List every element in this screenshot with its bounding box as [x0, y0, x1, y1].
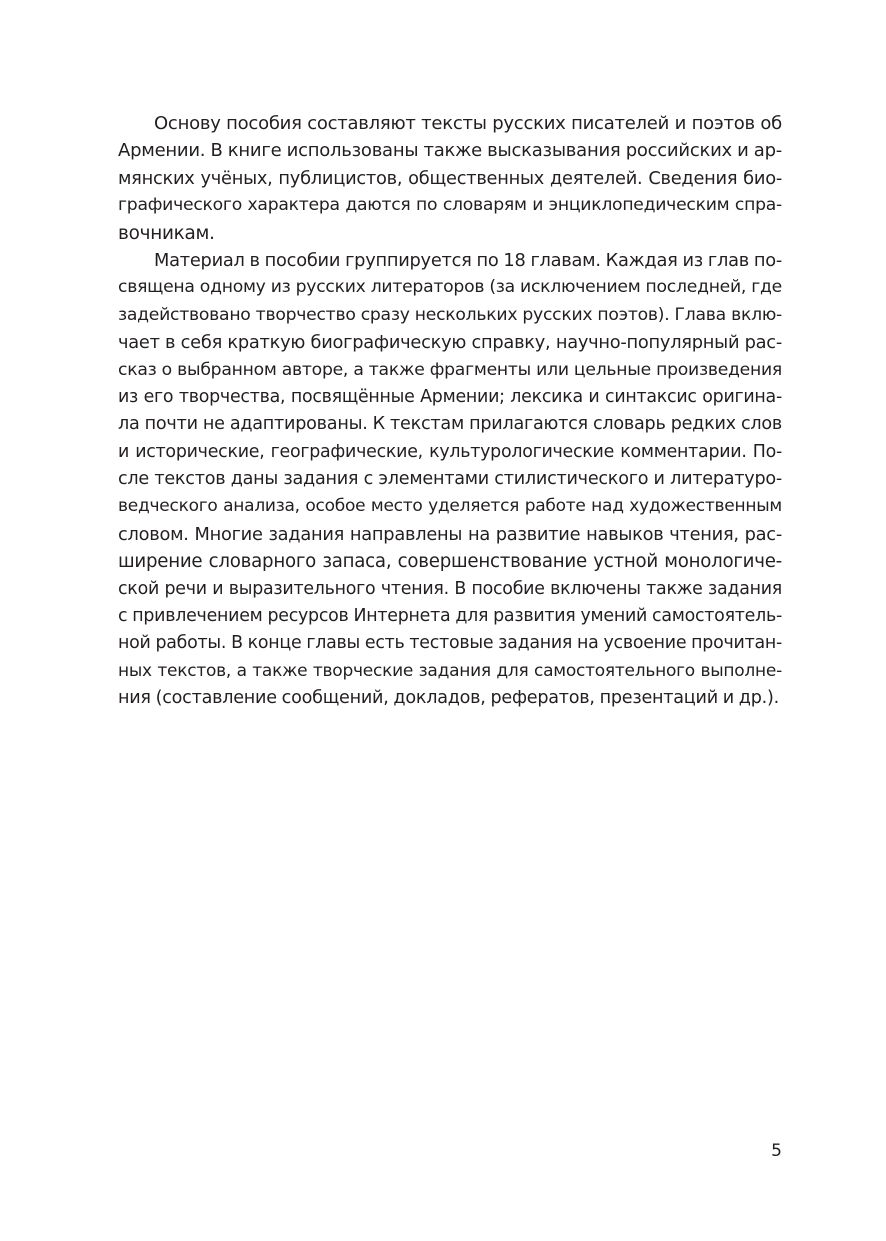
text-line: и исторические, географические, культурологические комментарии. По-	[118, 441, 782, 462]
text-line: ведческого анализа, особое место уделяется работе над художественным	[118, 496, 782, 517]
text-line: Основу пособия составляют тексты русских писателей и поэтов об	[154, 113, 782, 134]
paragraph	[118, 247, 782, 713]
text-line: сказ о выбранном авторе, а также фрагменты или цельные произведения	[118, 359, 782, 380]
text-line: сле текстов даны задания с элементами стилистического и литературо-	[118, 469, 782, 490]
text-line: ния (составление сообщений, докладов, рефератов, презентаций и др.).	[118, 688, 779, 709]
text-line: вочникам.	[118, 222, 215, 244]
text-line: Материал в пособии группируется по 18 главам. Каждая из глав по-	[154, 249, 783, 271]
text-line: из его творчества, посвящённые Армении; лексика и синтаксис оригина-	[118, 386, 782, 407]
text-line: задействовано творчество сразу нескольких русских поэтов). Глава вклю-	[118, 304, 782, 325]
text-line: мянских учёных, публицистов, общественных деятелей. Сведения био-	[118, 167, 782, 189]
text-line: ширение словарного запаса, совершенствование устной монологиче-	[118, 551, 782, 573]
text-line: ной работы. В конце главы есть тестовые задания на усвоение прочитан-	[118, 633, 782, 654]
paragraph	[118, 110, 782, 247]
text-line: чает в себя краткую биографическую справку, научно-популярный рас-	[118, 332, 782, 354]
text-line: ных текстов, а также творческие задания для самостоятельного выполне-	[118, 660, 782, 681]
text-line: словом. Многие задания направлены на развитие навыков чтения, рас-	[118, 523, 782, 545]
page-number: 5	[771, 1141, 782, 1161]
text-line: графического характера даются по словарям и энциклопедическим спра-	[118, 195, 782, 216]
text-line: Армении. В книге использованы также высказывания российских и ар-	[118, 140, 782, 162]
text-line: с привлечением ресурсов Интернета для развития умений самостоятель-	[118, 606, 782, 627]
text-line: ской речи и выразительного чтения. В пособие включены также задания	[118, 578, 782, 599]
text-line: священа одному из русских литераторов (за исключением последней, где	[118, 277, 782, 298]
body-text	[118, 110, 782, 713]
text-line: ла почти не адаптированы. К текстам прилагаются словарь редких слов	[118, 414, 782, 435]
